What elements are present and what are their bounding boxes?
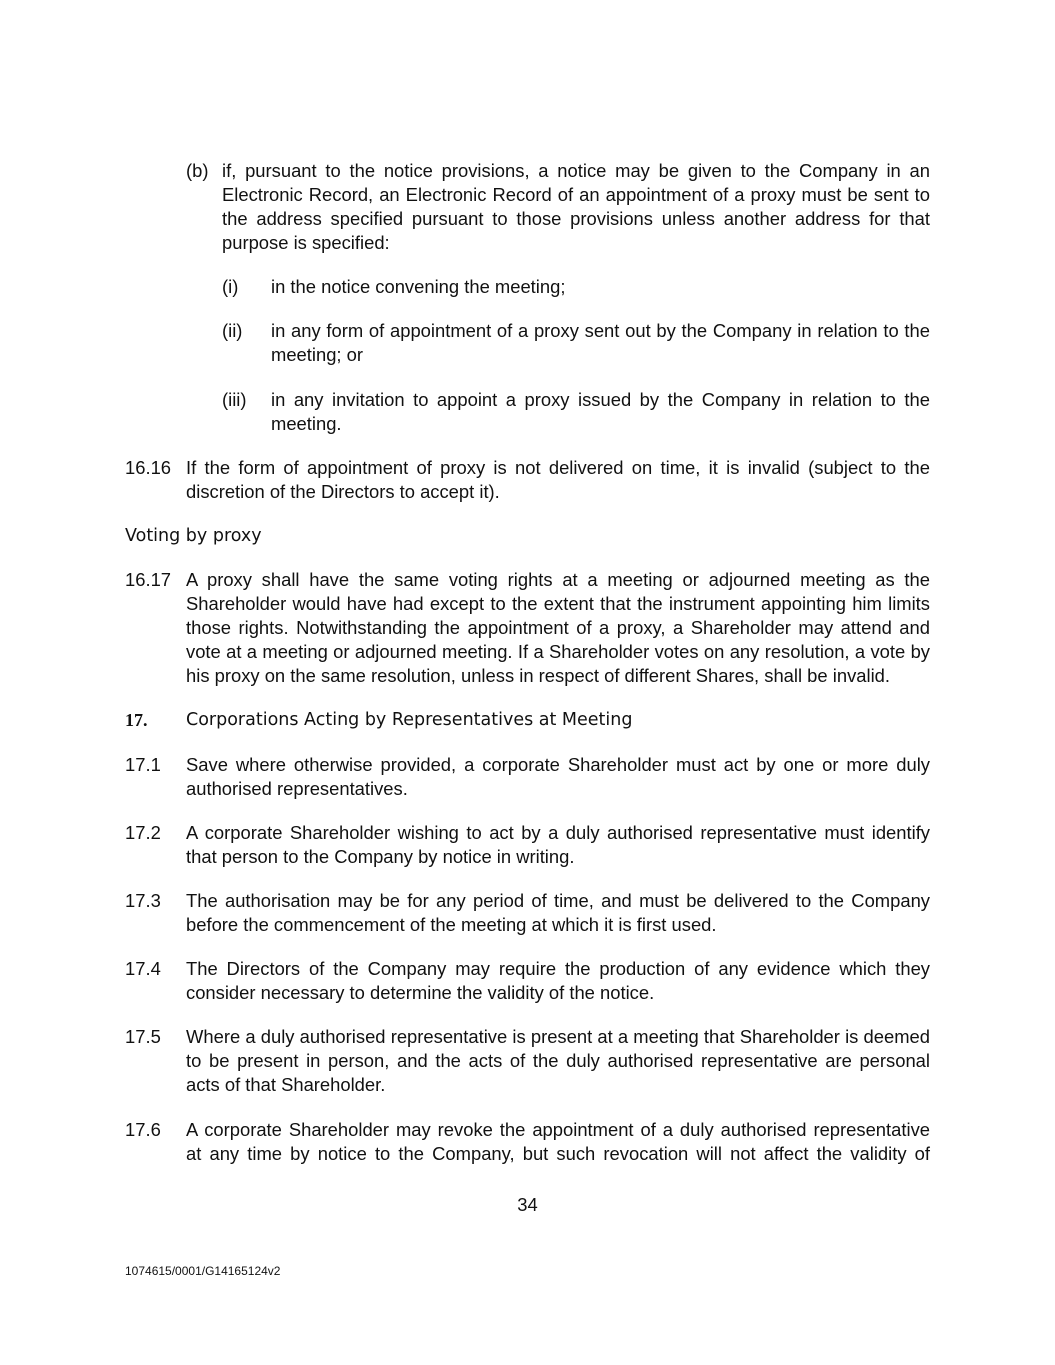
heading-voting-by-proxy: Voting by proxy: [125, 526, 262, 546]
clause-17-2: [186, 821, 930, 869]
clause-16-17: [186, 568, 930, 688]
section-17-number: 17.: [125, 710, 148, 730]
clause-17-2-text: A corporate Shareholder wishing to act by a duly authorised representative must identify that person to the Company by notice in writing.: [186, 822, 930, 867]
clause-17-4-text: The Directors of the Company may require the production of any evidence which they consider necessary to determine the validity of the notice.: [186, 958, 930, 1003]
clause-16-16: [186, 456, 930, 504]
clause-b-text: [222, 159, 930, 255]
clause-16-16-text: If the form of appointment of proxy is not delivered on time, it is invalid (subject to the discretion of the Directors to accept it).: [186, 457, 930, 502]
clause-17-6: [186, 1118, 930, 1166]
subitem-iii: [271, 388, 930, 436]
clause-b-label: (b): [186, 160, 209, 181]
subitem-i-text: in the notice convening the meeting;: [271, 276, 566, 297]
clause-16-17-text: A proxy shall have the same voting rights at a meeting or adjourned meeting as the Shareholder would have had except to the extent that the instrument appointing him limits those rights. Notwithstanding the appointment of a proxy, a Shareholder may attend and vote at a meeting or adjourned meeting. If a Shareholder votes on any resolution, a vote by his proxy on the same resolution, unless in respect of different Shares, shall be invalid.: [186, 569, 930, 686]
subitem-ii-label: (ii): [222, 320, 243, 341]
clause-17-4: [186, 957, 930, 1005]
section-17-title: Corporations Acting by Representatives at Meeting: [186, 710, 633, 730]
clause-17-1: [186, 753, 930, 801]
clause-17-5: [186, 1025, 930, 1097]
page-number: 34: [517, 1194, 538, 1215]
clause-17-3: [186, 889, 930, 937]
subitem-ii-text: in any form of appointment of a proxy sent out by the Company in relation to the meeting; or: [271, 320, 930, 365]
clause-17-6-number: 17.6: [125, 1119, 161, 1140]
clause-16-17-number: 16.17: [125, 569, 172, 590]
clause-16-16-number: 16.16: [125, 457, 172, 478]
subitem-ii: [271, 319, 930, 367]
clause-17-5-text: Where a duly authorised representative is present at a meeting that Shareholder is deemed to be present in person, and the acts of the duly authorised representative are personal acts of that Shareholder.: [186, 1026, 930, 1095]
clause-17-3-number: 17.3: [125, 890, 161, 911]
clause-17-1-number: 17.1: [125, 754, 161, 775]
document-reference: 1074615/0001/G14165124v2: [125, 1264, 281, 1278]
clause-b-paragraph: if, pursuant to the notice provisions, a notice may be given to the Company in an Electronic Record, an Electronic Record of an appointment of a proxy must be sent to the address specified pursuant to those provisions unless another address for that purpose is specified:: [222, 160, 930, 253]
clause-17-5-number: 17.5: [125, 1026, 161, 1047]
clause-17-2-number: 17.2: [125, 822, 161, 843]
subitem-i: [271, 275, 930, 299]
subitem-iii-label: (iii): [222, 389, 247, 410]
subitem-i-label: (i): [222, 276, 239, 297]
clause-17-4-number: 17.4: [125, 958, 161, 979]
subitem-iii-text: in any invitation to appoint a proxy issued by the Company in relation to the meeting.: [271, 389, 930, 434]
clause-17-3-text: The authorisation may be for any period of time, and must be delivered to the Company before the commencement of the meeting at which it is first used.: [186, 890, 930, 935]
clause-17-6-text: A corporate Shareholder may revoke the appointment of a duly authorised representative at any time by notice to the Company, but such revocation will not affect the validity of: [186, 1119, 930, 1164]
clause-17-1-text: Save where otherwise provided, a corporate Shareholder must act by one or more duly authorised representatives.: [186, 754, 930, 799]
